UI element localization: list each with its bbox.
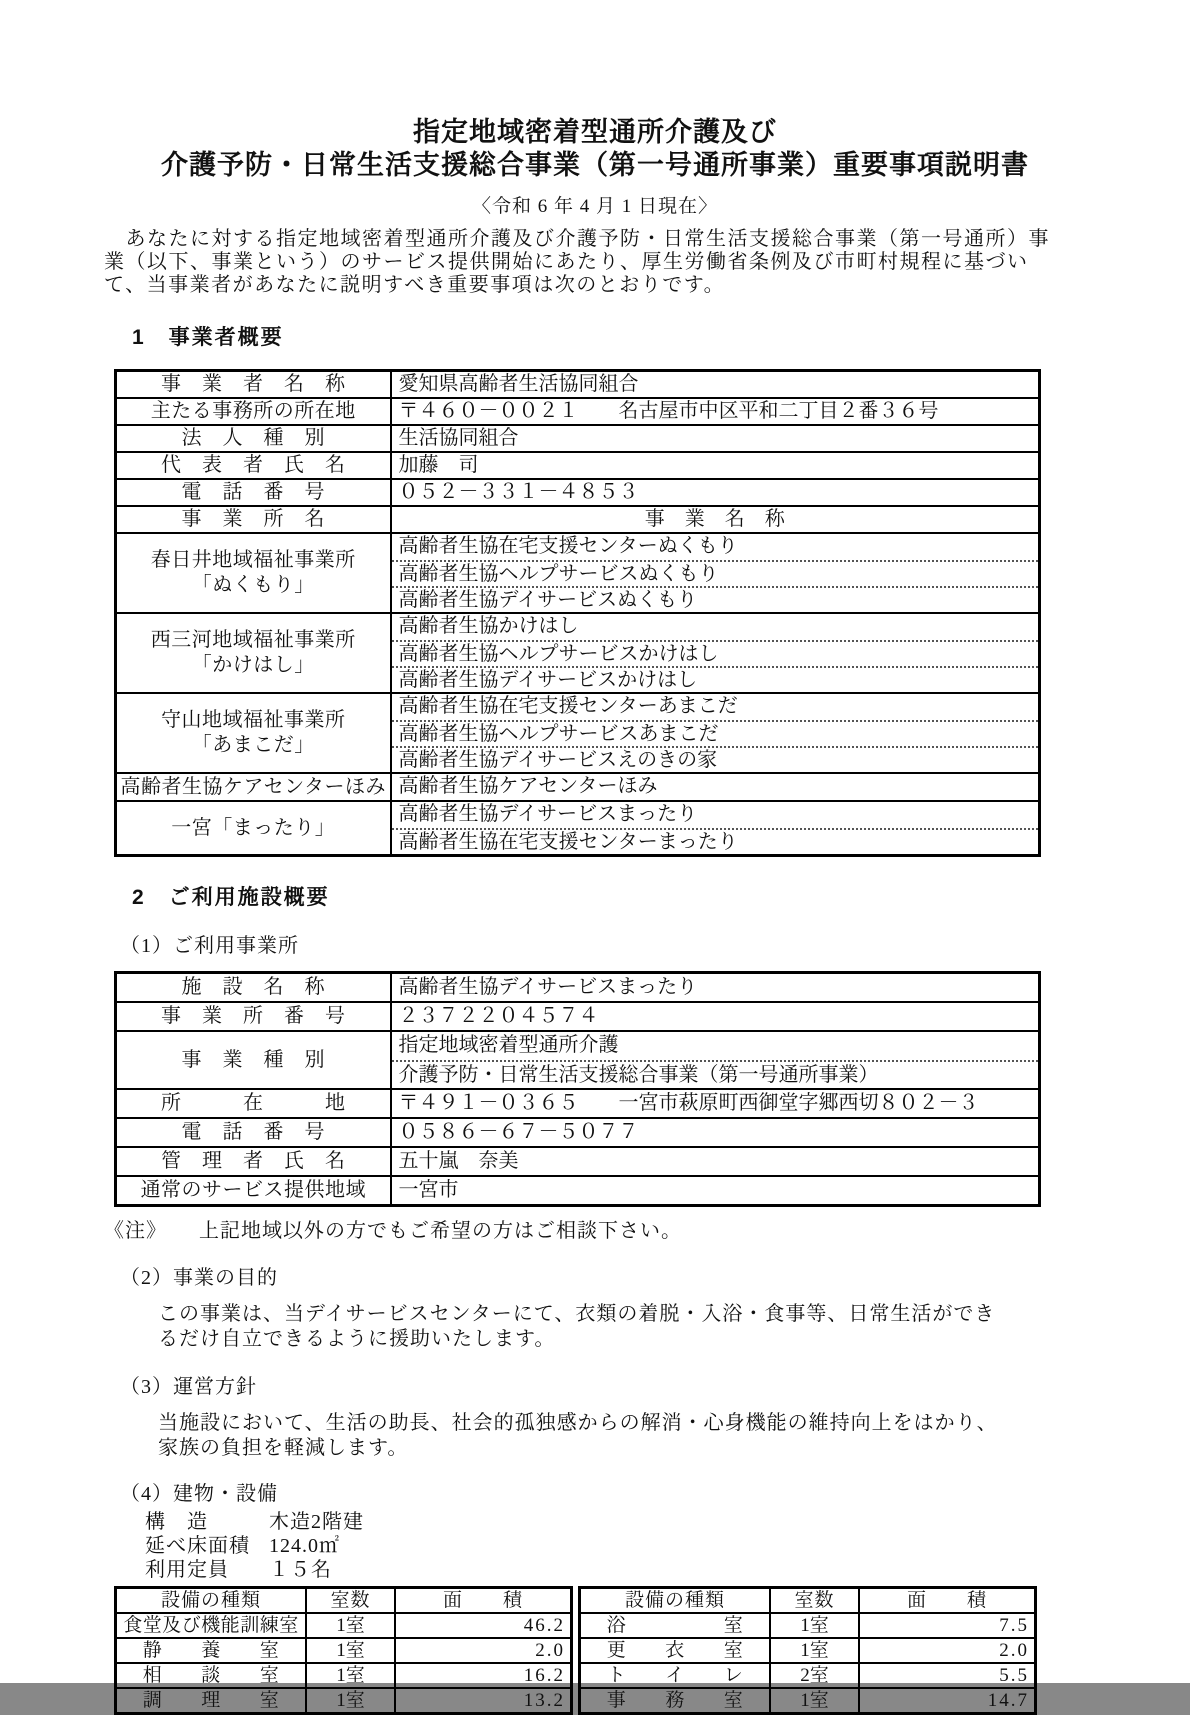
spec-value: １５名 [269,1559,332,1581]
document-title [0,116,1190,182]
row-value: 一宮市 [391,1176,1040,1206]
service-name: 高齢者生協ケアセンターほみ [398,775,658,797]
equipment-type: 食堂及び機能訓練室 [116,1613,306,1638]
equipment-rooms: 2室 [770,1663,859,1688]
table-row [116,452,1040,479]
row-label: 事 業 者 名 称 [116,371,391,399]
office-group-row [116,693,1040,773]
row-value [391,1031,1040,1089]
office-group-row [116,773,1040,801]
spec-label: 構 造 [145,1511,208,1533]
intro-line: て、当事業者があなたに説明すべき重要事項は次のとおりです。 [104,274,726,296]
table-row [116,1089,1040,1118]
note-line: 《注》 上記地域以外の方でもご希望の方はご相談下さい。 [104,1220,682,1242]
equipment-area-header: 面 積 [395,1588,571,1614]
table-row [116,1118,1040,1147]
equipment-header-row [116,1588,572,1614]
equipment-area: 16.2 [395,1663,571,1688]
service-name: 高齢者生協デイサービスえのきの家 [392,746,1039,772]
office-name: 西三河地域福祉事業所 「かけはし」 [116,613,391,693]
title-line-1: 指定地域密着型通所介護及び [413,117,777,147]
equipment-row [580,1688,1036,1714]
equipment-type: 事 務 室 [580,1688,770,1714]
spec-value: 124.0㎡ [269,1535,340,1557]
office-group-row [116,533,1040,613]
office-group-row [116,613,1040,693]
service-list [391,693,1040,773]
equipment-type-header: 設備の種類 [580,1588,770,1614]
row-value: 〒４９１－０３６５ 一宮市萩原町西御堂字郷西切８０２－３ [391,1089,1040,1118]
section2-heading: 2 ご利用施設概要 [132,886,330,909]
equipment-type: 更 衣 室 [580,1638,770,1663]
row-value: ０５２－３３１－４８５３ [391,479,1040,506]
equipment-table-left [114,1586,573,1715]
row-label: 施 設 名 称 [116,973,391,1003]
row-label: 事 業 種 別 [116,1031,391,1089]
equipment-area: 13.2 [395,1688,571,1714]
office-name: 一宮「まったり」 [116,801,391,856]
equipment-area: 14.7 [859,1688,1035,1714]
equipment-rooms-header: 室数 [770,1588,859,1614]
row-label: 主たる事務所の所在地 [116,398,391,425]
row-label: 代 表 者 氏 名 [116,452,391,479]
equipment-type: 静 養 室 [116,1638,306,1663]
office-group-row [116,801,1040,856]
service-name: 高齢者生協デイサービスまったり [398,803,698,825]
business-type: 介護予防・日常生活支援総合事業（第一号通所事業） [392,1060,1039,1088]
service-name: 高齢者生協かけはし [398,615,579,637]
policy-paragraph [158,1411,1048,1461]
body-line: るだけ自立できるように援助いたします。 [158,1328,556,1350]
equipment-rooms: 1室 [306,1638,395,1663]
body-line: この事業は、当デイサービスセンターにて、衣類の着脱・入浴・食事等、日常生活ができ [158,1303,996,1325]
equipment-rooms-header: 室数 [306,1588,395,1614]
office-name: 春日井地域福祉事業所 「ぬくもり」 [116,533,391,613]
service-name: 高齢者生協ヘルプサービスあまこだ [392,720,1039,746]
row-label: 管 理 者 氏 名 [116,1147,391,1176]
row-value: 愛知県高齢者生活協同組合 [391,371,1040,399]
table-row [116,1147,1040,1176]
equipment-header-row [580,1588,1036,1614]
equipment-rooms: 1室 [306,1663,395,1688]
service-list [391,801,1040,856]
intro-line: あなたに対する指定地域密着型通所介護及び介護予防・日常生活支援総合事業（第一号通所）事 [104,228,1050,250]
equipment-table-right [578,1586,1037,1715]
row-label: 電 話 番 号 [116,479,391,506]
equipment-row [580,1613,1036,1638]
service-list [391,773,1040,801]
subsection1-heading: （1）ご利用事業所 [120,935,299,957]
row-label: 事 業 所 番 号 [116,1002,391,1031]
equipment-rooms: 1室 [770,1688,859,1714]
provider-table [114,369,1041,857]
office-header-row [116,506,1040,533]
spec-value: 木造2階建 [269,1511,364,1533]
service-name: 高齢者生協デイサービスかけはし [392,666,1039,692]
table-row [116,479,1040,506]
row-value: ０５８６－６７－５０７７ [391,1118,1040,1147]
equipment-row [116,1638,572,1663]
table-row [116,425,1040,452]
service-name: 高齢者生協デイサービスぬくもり [392,586,1039,612]
equipment-rooms: 1室 [770,1638,859,1663]
row-value: ２３７２２０４５７４ [391,1002,1040,1031]
business-type: 指定地域密着型通所介護 [398,1034,619,1056]
body-line: 当施設において、生活の助長、社会的孤独感からの解消・心身機能の維持向上をはかり、 [158,1412,998,1434]
service-name: 高齢者生協在宅支援センターまったり [392,828,1039,854]
service-list [391,533,1040,613]
equipment-rooms: 1室 [306,1613,395,1638]
table-row [116,371,1040,399]
subsection2-heading: （2）事業の目的 [120,1267,278,1289]
subsection4-heading: （4）建物・設備 [120,1483,278,1505]
equipment-rooms: 1室 [770,1613,859,1638]
equipment-type: 浴 室 [580,1613,770,1638]
title-line-2: 介護予防・日常生活支援総合事業（第一号通所事業）重要事項説明書 [161,150,1029,180]
equipment-type-header: 設備の種類 [116,1588,306,1614]
equipment-row [116,1663,572,1688]
equipment-area-header: 面 積 [859,1588,1035,1614]
intro-line: 業（以下、事業という）のサービス提供開始にあたり、厚生労働省条例及び市町村規程に基づい [104,251,1029,273]
table-row [116,973,1040,1003]
body-line: 家族の負担を軽減します。 [158,1437,409,1459]
row-value: 加藤 司 [391,452,1040,479]
building-specs [145,1510,1190,1582]
service-name: 高齢者生協在宅支援センターぬくもり [398,535,738,557]
spec-label: 利用定員 [145,1559,229,1581]
row-label: 法 人 種 別 [116,425,391,452]
service-name-header: 事 業 名 称 [391,506,1040,533]
office-name: 高齢者生協ケアセンターほみ [116,773,391,801]
equipment-type: 相 談 室 [116,1663,306,1688]
row-value: 〒４６０－００２１ 名古屋市中区平和二丁目２番３６号 [391,398,1040,425]
row-value: 生活協同組合 [391,425,1040,452]
equipment-row [116,1613,572,1638]
section1-heading: 1 事業者概要 [132,326,284,349]
equipment-row [580,1663,1036,1688]
service-list [391,613,1040,693]
intro-paragraph [104,228,1084,297]
equipment-type: 調 理 室 [116,1688,306,1714]
row-label: 電 話 番 号 [116,1118,391,1147]
row-label: 通常のサービス提供地域 [116,1176,391,1206]
office-name: 守山地域福祉事業所 「あまこだ」 [116,693,391,773]
row-value: 五十嵐 奈美 [391,1147,1040,1176]
row-value: 高齢者生協デイサービスまったり [391,973,1040,1003]
office-name-header: 事 業 所 名 [116,506,391,533]
equipment-row [116,1688,572,1714]
facility-table [114,971,1041,1207]
equipment-tables [114,1586,1038,1715]
equipment-area: 5.5 [859,1663,1035,1688]
service-name: 高齢者生協在宅支援センターあまこだ [398,695,738,717]
equipment-area: 2.0 [859,1638,1035,1663]
spec-line [145,1510,1190,1534]
equipment-area: 46.2 [395,1613,571,1638]
table-row [116,398,1040,425]
service-name: 高齢者生協ヘルプサービスぬくもり [392,560,1039,586]
equipment-row [580,1638,1036,1663]
service-name: 高齢者生協ヘルプサービスかけはし [392,640,1039,666]
purpose-paragraph [158,1302,1048,1352]
equipment-area: 7.5 [859,1613,1035,1638]
spec-line [145,1558,1190,1582]
date-note: 〈令和 6 年 4 月 1 日現在〉 [471,196,718,217]
spec-line [145,1534,1190,1558]
table-row [116,1176,1040,1206]
spec-label: 延べ床面積 [145,1535,250,1557]
equipment-type: ト イ レ [580,1663,770,1688]
table-row [116,1002,1040,1031]
equipment-rooms: 1室 [306,1688,395,1714]
business-type-row [116,1031,1040,1089]
row-label: 所 在 地 [116,1089,391,1118]
equipment-area: 2.0 [395,1638,571,1663]
subsection3-heading: （3）運営方針 [120,1376,257,1398]
